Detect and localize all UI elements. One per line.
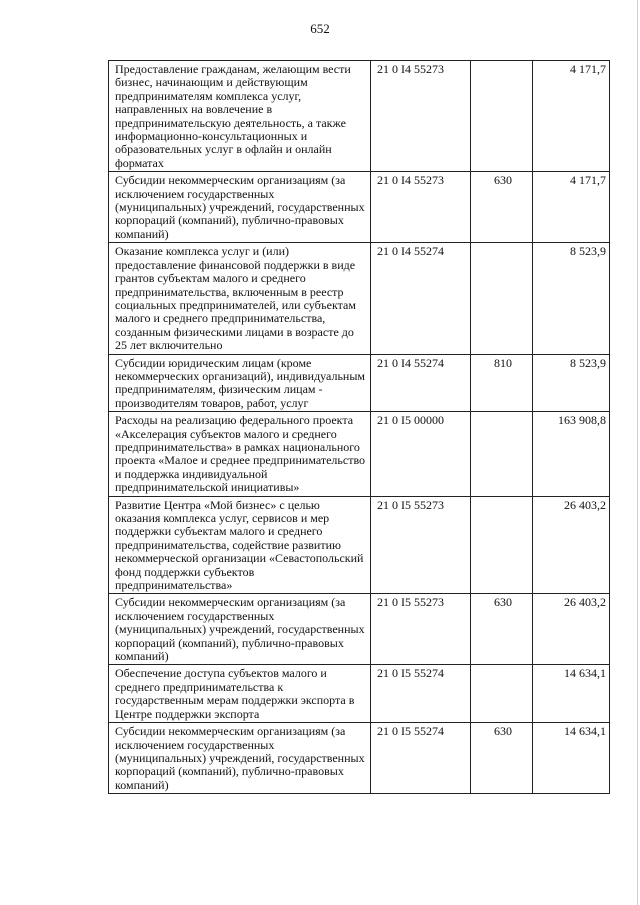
row-expense-type [471,496,533,594]
row-amount: 14 634,1 [533,665,610,723]
scan-edge [637,0,638,905]
row-amount: 26 403,2 [533,496,610,594]
row-amount: 4 171,7 [533,172,610,243]
row-description: Развитие Центра «Мой бизнес» с целью оказания комплекса услуг, сервисов и мер поддержки субъектам малого и среднего предпринимательства, содействие развитию некоммерческой организации «Севастопольский фонд поддержки субъектов предпринимательства» [109,496,371,594]
row-target-code: 21 0 I4 55274 [371,354,471,412]
row-expense-type [471,665,533,723]
table-row [109,412,610,496]
row-expense-type: 630 [471,172,533,243]
row-amount: 14 634,1 [533,723,610,794]
table-row [109,172,610,243]
table-row [109,496,610,594]
row-amount: 8 523,9 [533,243,610,354]
row-expense-type [471,61,533,172]
row-expense-type [471,412,533,496]
row-amount: 26 403,2 [533,594,610,665]
row-target-code: 21 0 I4 55274 [371,243,471,354]
row-description: Субсидии юридическим лицам (кроме некоммерческих организаций), индивидуальным предпринимателям, физическим лицам - производителям товаров, работ, услуг [109,354,371,412]
row-amount: 4 171,7 [533,61,610,172]
row-target-code: 21 0 I4 55273 [371,61,471,172]
table-row [109,594,610,665]
row-target-code: 21 0 I5 55274 [371,723,471,794]
row-amount: 163 908,8 [533,412,610,496]
row-target-code: 21 0 I5 55273 [371,496,471,594]
row-description: Предоставление гражданам, желающим вести бизнес, начинающим и действующим предпринимателям комплекса услуг, направленных на вовлечение в предпринимательскую деятельность, а также информационно-консультационных и образовательных услуг в офлайн и онлайн форматах [109,61,371,172]
row-amount: 8 523,9 [533,354,610,412]
table-row [109,354,610,412]
table-row [109,243,610,354]
row-description: Расходы на реализацию федерального проекта «Акселерация субъектов малого и среднего предпринимательства» в рамках национального проекта «Малое и среднее предпринимательство и поддержка индивидуальной предпринимательской инициативы» [109,412,371,496]
row-target-code: 21 0 I5 55274 [371,665,471,723]
row-target-code: 21 0 I5 55273 [371,594,471,665]
row-description: Субсидии некоммерческим организациям (за исключением государственных (муниципальных) учреждений, государственных корпораций (компаний), публично-правовых компаний) [109,723,371,794]
table-row [109,723,610,794]
row-description: Обеспечение доступа субъектов малого и среднего предпринимательства к государственным мерам поддержки экспорта в Центре поддержки экспорта [109,665,371,723]
row-description: Субсидии некоммерческим организациям (за исключением государственных (муниципальных) учреждений, государственных корпораций (компаний), публично-правовых компаний) [109,172,371,243]
row-expense-type [471,243,533,354]
table-row [109,61,610,172]
page-number: 652 [310,21,330,36]
row-description: Субсидии некоммерческим организациям (за исключением государственных (муниципальных) учреждений, государственных корпораций (компаний), публично-правовых компаний) [109,594,371,665]
row-target-code: 21 0 I5 00000 [371,412,471,496]
table-row [109,665,610,723]
row-expense-type: 810 [471,354,533,412]
row-expense-type: 630 [471,723,533,794]
row-description: Оказание комплекса услуг и (или) предоставление финансовой поддержки в виде грантов субъектам малого и среднего предпринимательства, включенным в реестр социальных предпринимателей, или субъектам малого и среднего предпринимательства, созданным физическими лицами в возрасте до 25 лет включительно [109,243,371,354]
budget-table [108,60,610,794]
row-target-code: 21 0 I4 55273 [371,172,471,243]
row-expense-type: 630 [471,594,533,665]
